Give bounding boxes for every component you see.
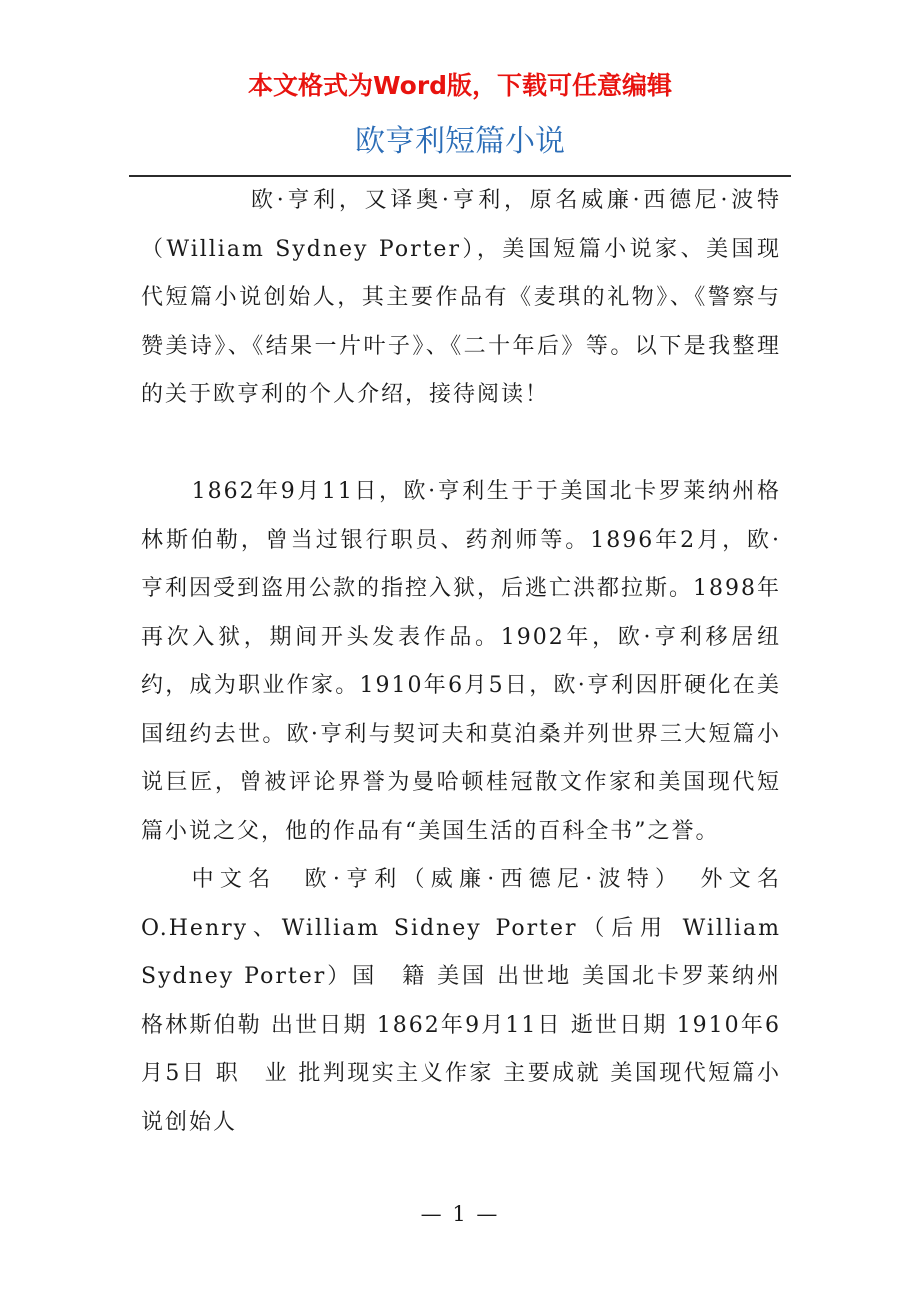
paragraph-spacer [141, 420, 781, 469]
format-banner: 本文格式为Word版，下载可任意编辑 [247, 71, 673, 100]
biography-paragraph: 1862年9月11日，欧·亨利生于于美国北卡罗莱纳州格林斯伯勒，曾当过银行职员、药剂师等。1896年2月，欧·亨利因受到盗用公款的指控入狱，后逃亡洪都拉斯。1898年再次入狱，期间开头发表作品。1902年，欧·亨利移居纽约，成为职业作家。1910年6月5日，欧·亨利因肝硬化在美国纽约去世。欧·亨利与契诃夫和莫泊桑并列世界三大短篇小说巨匠，曾被评论界誉为曼哈顿桂冠散文作家和美国现代短篇小说之父，他的作品有“美国生活的百科全书”之誉。 [141, 479, 781, 844]
profile-facts-paragraph: 中文名 欧·亨利（威廉·西德尼·波特） 外文名 O.Henry、William Sidney Porter（后用 William Sydney Porter）国 籍 美国 出世地 美国北卡罗莱纳州格林斯伯勒 出世日期 1862年9月11日 逝世日期 1910年6月5日 职 业 批判现实主义作家 主要成就 美国现代短篇小说创始人 [141, 867, 781, 1135]
intro-paragraph: 欧·亨利，又译奥·亨利，原名威廉·西德尼·波特（William Sydney Porter），美国短篇小说家、美国现代短篇小说创始人，其主要作品有《麦琪的礼物》、《警察与赞美诗》、《结果一片叶子》、《二十年后》等。以下是我整理的关于欧亨利的个人介绍，接待阅读！ [141, 188, 781, 407]
document-title: 欧亨利短篇小说 [355, 124, 565, 159]
page-number: — 1 — [420, 1202, 500, 1226]
document-body [141, 177, 781, 1147]
